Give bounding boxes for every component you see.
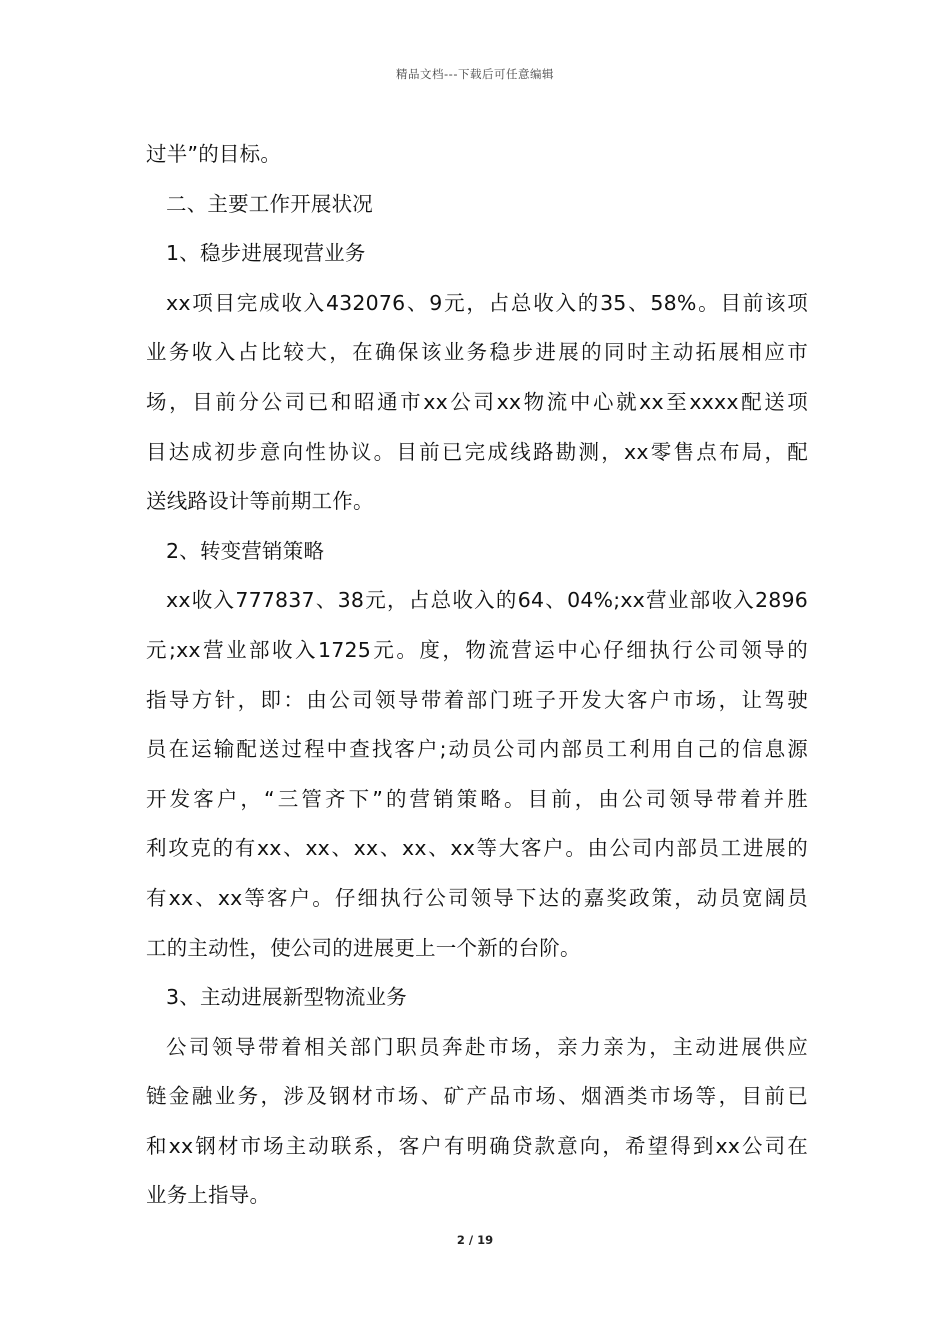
paragraph-line: 业务上指导。 xyxy=(146,1183,271,1208)
paragraph-line: 和xx钢材市场主动联系，客户有明确贷款意向，希望得到xx公司在 xyxy=(146,1133,808,1158)
paragraph-line: 指导方针，即：由公司领导带着部门班子开发大客户市场，让驾驶 xyxy=(146,687,808,712)
subsection-heading: 3、主动进展新型物流业务 xyxy=(166,985,407,1010)
paragraph-line: 场，目前分公司已和昭通市xx公司xx物流中心就xx至xxxx配送项 xyxy=(146,389,808,414)
section-heading: 二、主要工作开展状况 xyxy=(166,191,373,216)
paragraph-line: 元;xx营业部收入1725元。度，物流营运中心仔细执行公司领导的 xyxy=(146,637,808,662)
page-number: 2 / 19 xyxy=(456,1233,494,1247)
document-body xyxy=(146,130,808,1221)
paragraph-line: 工的主动性，使公司的进展更上一个新的台阶。 xyxy=(146,935,581,960)
paragraph-line: xx项目完成收入432076、9元，占总收入的35、58%。目前该项 xyxy=(166,290,808,315)
paragraph-line: 送线路设计等前期工作。 xyxy=(146,489,374,514)
paragraph-line: 利攻克的有xx、xx、xx、xx、xx等大客户。由公司内部员工进展的 xyxy=(146,836,808,861)
paragraph-line: 业务收入占比较大，在确保该业务稳步进展的同时主动拓展相应市 xyxy=(146,340,808,365)
paragraph-line: 有xx、xx等客户。仔细执行公司领导下达的嘉奖政策，动员宽阔员 xyxy=(146,885,808,910)
page-header: 精品文档---下载后可任意编辑 xyxy=(396,67,554,81)
subsection-heading: 2、转变营销策略 xyxy=(166,538,325,563)
paragraph-line: 开发客户，“三管齐下”的营销策略。目前，由公司领导带着并胜 xyxy=(146,786,808,811)
paragraph-line: xx收入777837、38元，占总收入的64、04%;xx营业部收入2896 xyxy=(166,588,808,613)
paragraph-line: 过半”的目标。 xyxy=(146,142,282,166)
paragraph-line: 员在运输配送过程中查找客户;动员公司内部员工利用自己的信息源 xyxy=(146,737,808,762)
paragraph-line: 链金融业务，涉及钢材市场、矿产品市场、烟酒类市场等，目前已 xyxy=(146,1084,808,1109)
subsection-heading: 1、稳步进展现营业务 xyxy=(166,241,366,266)
paragraph-line: 公司领导带着相关部门职员奔赴市场，亲力亲为，主动进展供应 xyxy=(166,1034,808,1059)
paragraph-line: 目达成初步意向性协议。目前已完成线路勘测，xx零售点布局，配 xyxy=(146,439,808,464)
